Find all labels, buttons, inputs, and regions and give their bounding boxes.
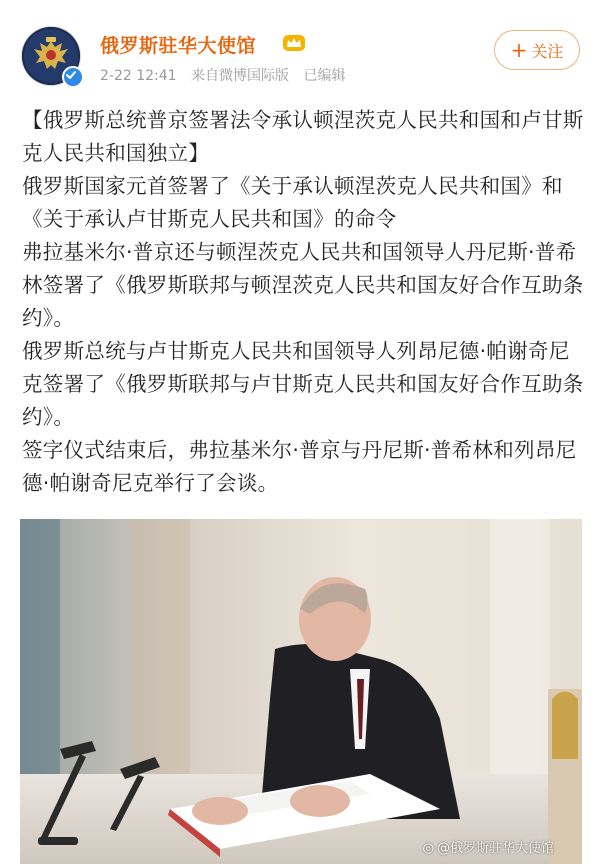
watermark-text: @俄罗斯驻华大使馆	[436, 841, 554, 856]
post-paragraph: 签字仪式结束后，弗拉基米尔·普京与丹尼斯·普希林和列昂尼德·帕谢奇尼克举行了会谈。	[22, 438, 577, 495]
post-meta	[100, 65, 355, 85]
post-edited: 已编辑	[303, 68, 346, 84]
post-paragraph: 俄罗斯总统与卢甘斯克人民共和国领导人列昂尼德·帕谢奇尼克签署了《俄罗斯联邦与卢甘斯克人民共和国友好合作互助条约》。	[22, 339, 584, 429]
follow-button[interactable]	[494, 30, 580, 70]
post-paragraph: 弗拉基米尔·普京还与顿涅茨克人民共和国领导人丹尼斯·普希林签署了《俄罗斯联邦与顿涅茨克人民共和国友好合作互助条约》。	[22, 240, 584, 330]
post-timestamp: 2-22 12:41	[100, 68, 177, 84]
post-image[interactable]	[20, 519, 582, 864]
watermark	[423, 837, 554, 856]
author-name[interactable]: 俄罗斯驻华大使馆	[100, 35, 257, 57]
signing-photo	[20, 519, 582, 864]
plus-icon: +	[510, 38, 528, 62]
post-body	[22, 104, 587, 500]
post-paragraph: 俄罗斯国家元首签署了《关于承认顿涅茨克人民共和国》和《关于承认卢甘斯克人民共和国》的命令	[22, 174, 563, 231]
post-headline: 【俄罗斯总统普京签署法令承认顿涅茨克人民共和国和卢甘斯克人民共和国独立】	[22, 108, 584, 165]
post-source[interactable]: 来自微博国际版	[191, 68, 290, 84]
vip-crown-icon	[282, 33, 306, 53]
post-header	[0, 0, 602, 100]
follow-label: 关注	[531, 41, 564, 61]
weibo-logo-icon: ◎	[422, 841, 434, 856]
verified-badge-icon	[62, 66, 84, 88]
